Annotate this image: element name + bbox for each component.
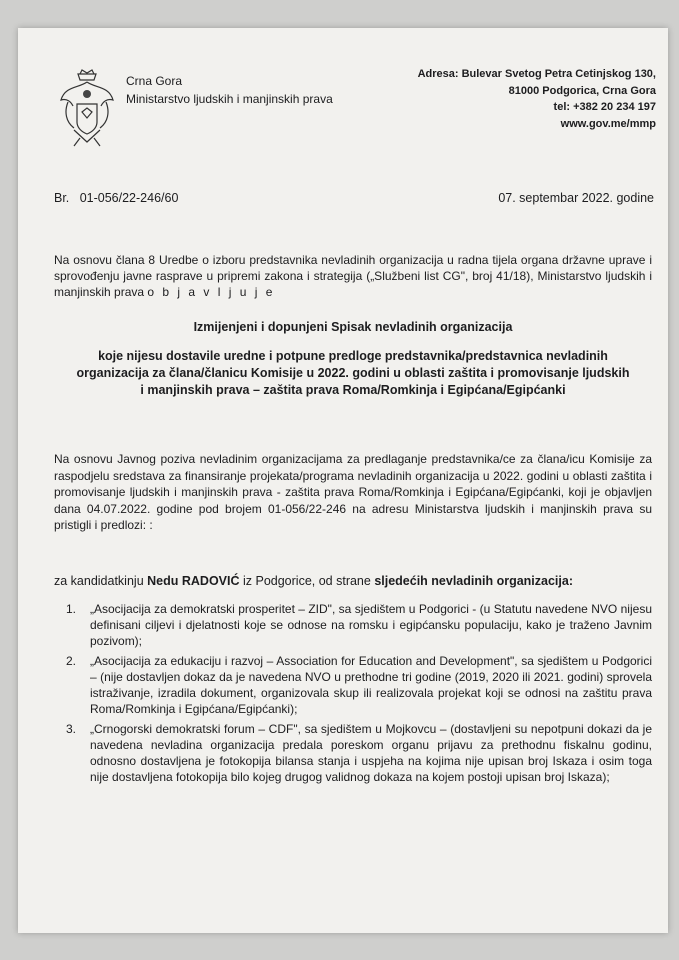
phone: tel: +382 20 234 197 [553, 101, 656, 113]
ministry-name: Ministarstvo ljudskih i manjinskih prava [126, 92, 333, 106]
list-item-number: 2. [66, 654, 77, 668]
address-line-1: Adresa: Bulevar Svetog Petra Cetinjskog 130, [417, 68, 656, 80]
list-item-text: „Crnogorski demokratski forum – CDF", sa sjedištem u Mojkovcu – (dostavljeni su nepotpuni dokazi da je navedena nevladina organizacija predala poreskom organu prijavu za prethodnu fiskalnu godinu, odnosno dostavljena je fotokopija bilansa stanja i uspjeha na kojima nije upisan broj Iskaza i osim toga nije dostavljena fotokopija bilo kojeg drugog validnog dokaza na kojem postoji upisan broj Iskaza); [90, 722, 652, 784]
body-paragraph: Na osnovu Javnog poziva nevladinim organizacijama za predlaganje predstavnika/ce za člana/icu Komisije za raspodjelu sredstava za finansiranje projekata/programa nevladinih organizacija u 2022. godini u oblasti zaštita i promovisanje ljudskih i manjinskih prava - zaštita prava Roma/Romkinja i Egipćana/Egipćanki, koji je objavljen dana 04.07.2022. godine pod brojem 01-056/22-246 na adresu Ministarstva ljudskih i manjinskih prava su pristigli i predlozi: : [54, 452, 652, 533]
address-block [418, 66, 656, 132]
intro-text: Na osnovu člana 8 Uredbe o izboru predstavnika nevladinih organizacija u radna tijela organa državne uprave i sprovođenju javne rasprave u pripremi zakona i strategija („Službeni list CG", broj 41/18), Ministarstvo ljudskih i manjinskih prava [54, 253, 652, 299]
organization-list [54, 601, 652, 789]
list-item [54, 721, 652, 785]
reference-number: Br. 01-056/22-246/60 [54, 191, 179, 205]
announce-word: o b j a v l j u j e [147, 285, 275, 299]
document-title: Izmijenjeni i dopunjeni Spisak nevladinih organizacija [193, 320, 513, 334]
list-item [54, 653, 652, 717]
document-page [18, 28, 668, 933]
coat-of-arms-icon [58, 68, 116, 152]
country-name: Crna Gora [126, 74, 183, 88]
address-line-2: 81000 Podgorica, Crna Gora [508, 84, 656, 97]
candidate-last-name: RADOVIĆ [181, 574, 240, 588]
candidate-first-name: Nedu [147, 574, 179, 588]
organization-block [126, 72, 333, 108]
website-link[interactable]: www.gov.me/mmp [560, 117, 656, 130]
document-subtitle: koje nijesu dostavile uredne i potpune predloge predstavnika/predstavnica nevladinih organizacija za člana/članicu Komisije u 2022. godini u oblasti zaštita i promovisanje ljudskih i manjinskih prava – zaštita prava Roma/Romkinja i Egipćana/Egipćanki [76, 349, 630, 397]
list-item-number: 3. [66, 722, 77, 736]
list-item-number: 1. [66, 602, 77, 616]
intro-paragraph [54, 252, 652, 300]
candidate-prefix: za kandidatkinju [54, 574, 148, 588]
list-item [54, 601, 652, 649]
list-item-text: „Asocijacija za edukaciju i razvoj – Association for Education and Development", sa sjedištem u Podgorici – (nije dostavljen dokaz da je navedena NVO u prethodne tri godine (2019, 2020 ili 2021. godini) sprovela istraživanje, izradila dokument, organizovala skup ili realizovala projekat koji se odnosi na zaštitu prava Roma/Romkinja i Egipćana/Egipćanki); [90, 654, 652, 716]
list-item-text: „Asocijacija za demokratski prosperitet – ZID", sa sjedištem u Podgorici - (u Statutu navedene NVO nijesu definisani ciljevi i djelatnosti koje se odnose na romsku i egipćansku populaciju, kako je traženo Javnim pozivom); [90, 602, 652, 648]
document-date: 07. septembar 2022. godine [498, 191, 654, 205]
candidate-suffix: sljedećih nevladinih organizacija: [374, 574, 573, 588]
candidate-line [54, 574, 658, 588]
candidate-middle: iz Podgorice, od strane [239, 574, 375, 588]
